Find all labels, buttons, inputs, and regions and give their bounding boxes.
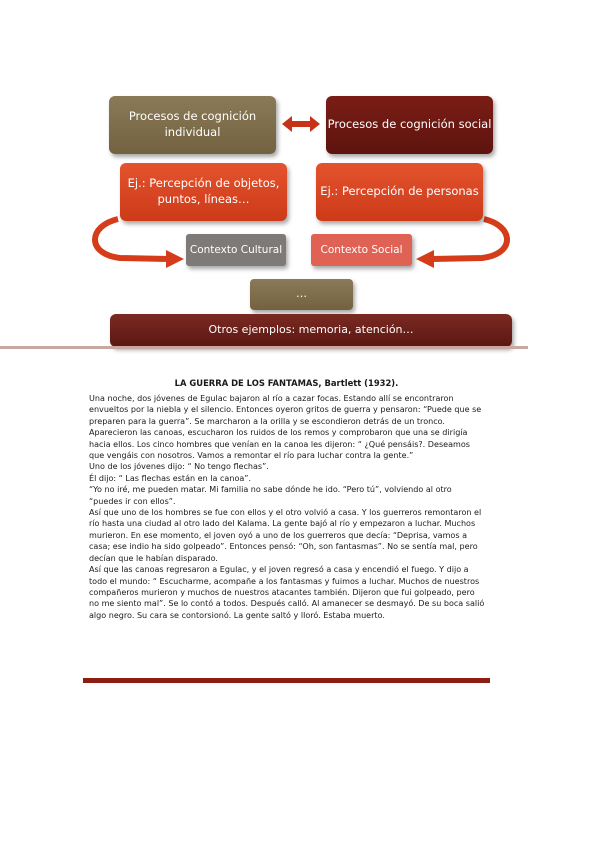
right-curved-arrow-icon (416, 219, 507, 268)
story-paragraph: Una noche, dos jóvenes de Egulac bajaron al río a cazar focas. Estando allí se encontraron envueltos por la niebla y el silencio. Entonces oyeron gritos de guerra y pensaron: “Puede que se preparen para la guerra”. Se marcharon a la orilla y se escondieron detrás de un tronco. Aparecieron las canoas, escucharon los ruidos de los remos y comprobaron que una se dirigía hacia ellos. Los cinco hombres que venían en la canoa les dijeron: “ ¿Qué pensáis?. Deseamos que vengáis con nosotros. Vamos a remontar el río para luchar contra la gente.” (89, 394, 482, 461)
box-ejemplo-personas: Ej.: Percepción de personas (316, 163, 483, 221)
story-title: LA GUERRA DE LOS FANTAMAS, Bartlett (1932). (174, 378, 399, 388)
box-ellipsis: … (250, 279, 353, 310)
box-cognicion-social: Procesos de cognición social (326, 96, 493, 154)
diagram-divider (0, 346, 528, 349)
box-contexto-social: Contexto Social (311, 234, 412, 266)
story-paragraph: Así que uno de los hombres se fue con ellos y el otro volvió a casa. Y los guerreros remontaron el río hasta una ciudad al otro lado del Kalama. La gente bajó al río y empezaron a luchar. Muchos murieron. En ese momento, el joven oyó a uno de los guerreros que decía: “Deprisa, vamos a casa; ese indio ha sido golpeado”. Entonces pensó: “Oh, son fantasmas”. No se sentía mal, pero decían que le habían disparado. (89, 508, 482, 563)
double-arrow-icon (282, 116, 320, 132)
box-contexto-cultural: Contexto Cultural (186, 234, 286, 266)
box-otros-ejemplos: Otros ejemplos: memoria, atención… (110, 314, 512, 347)
left-curved-arrow-icon (95, 219, 184, 268)
story-paragraph: Uno de los jóvenes dijo: “ No tengo flechas”. (89, 462, 269, 472)
box-ejemplo-objetos: Ej.: Percepción de objetos, puntos, líneas… (120, 163, 287, 221)
story-paragraph: Él dijo: “ Las flechas están en la canoa”. (89, 473, 252, 483)
box-cognicion-individual: Procesos de cognición individual (109, 96, 276, 154)
cognition-diagram (0, 0, 600, 360)
story-body (89, 393, 487, 621)
story-paragraph: “Yo no iré, me pueden matar. Mi familia no sabe dónde he ido. “Pero tú”, volviendo al otro “puedes ir con ellos”. (89, 485, 452, 506)
story-paragraph: Así que las canoas regresaron a Egulac, y el joven regresó a casa y encendió el fuego. Y dijo a todo el mundo: “ Escucharme, acompañe a los fantasmas y fuimos a luchar. Muchos de nuestros compañeros murieron y muchos de nuestros atacantes también. Dijeron que fui golpeado, pero no me siento mal”. Se lo contó a todos. Después calló. Al amanecer se desmayó. De su boca salió algo negro. Su cara se contorsionó. La gente saltó y lloró. Estaba muerto. (89, 565, 485, 620)
story-panel (83, 374, 490, 683)
